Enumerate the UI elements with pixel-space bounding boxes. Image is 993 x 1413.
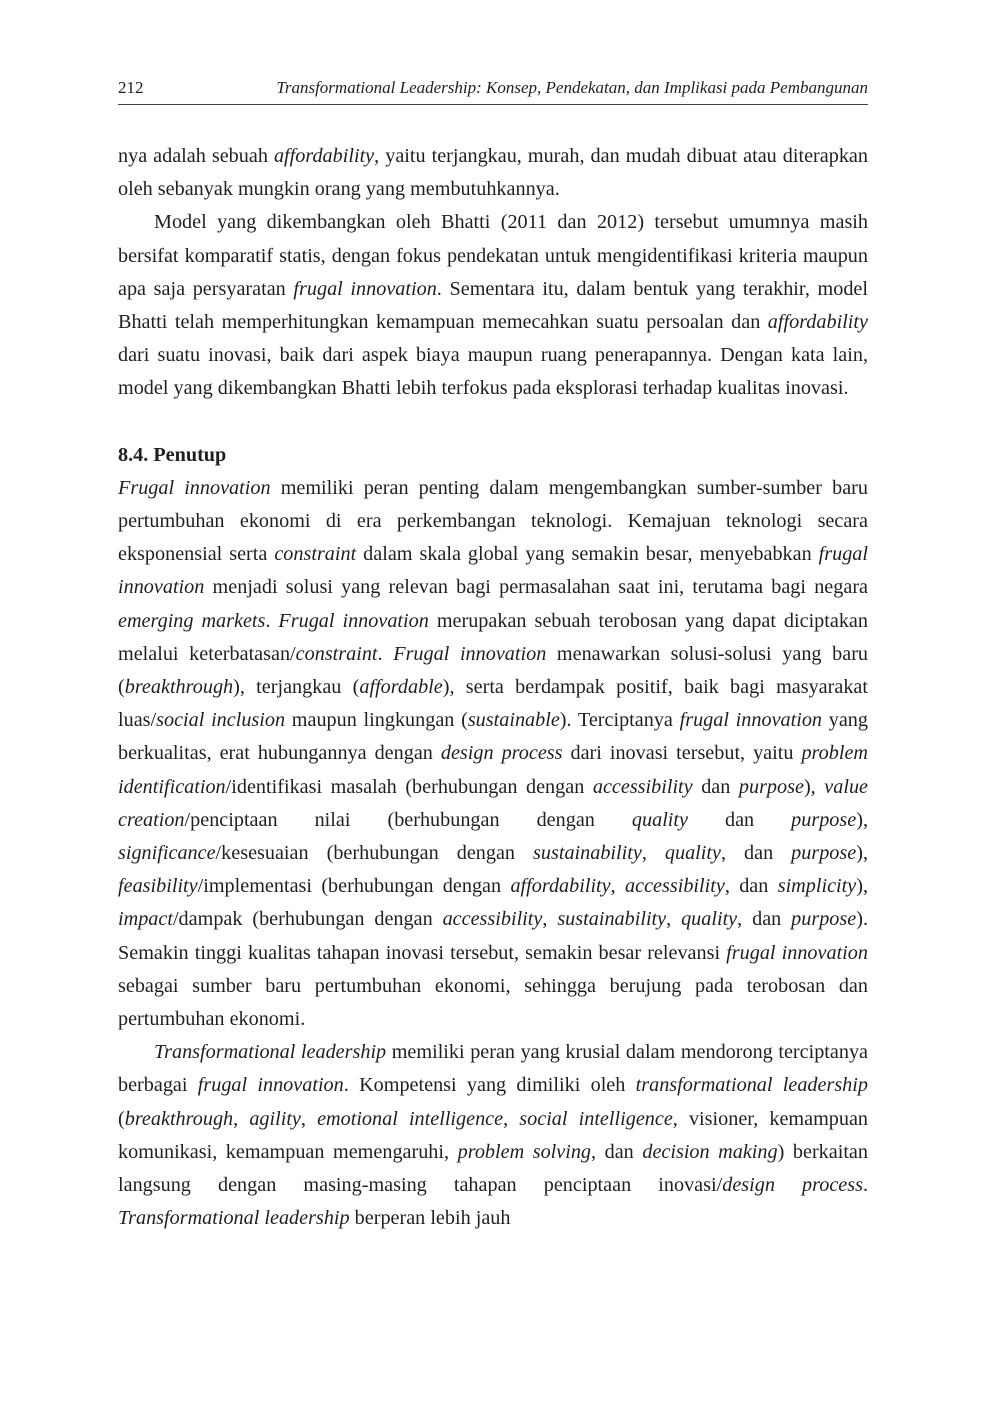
text-run: . Kompetensi yang dimiliki oleh xyxy=(343,1074,636,1097)
text-run: ). Terciptanya xyxy=(559,709,680,732)
text-run: , xyxy=(641,842,665,865)
text-run: menjadi solusi yang relevan bagi permasalahan saat ini, terutama bagi negara xyxy=(204,576,868,599)
page-header xyxy=(118,78,868,105)
page-number: 212 xyxy=(118,78,144,97)
italic-term: social intelligence xyxy=(519,1107,673,1130)
text-run: /implementasi (berhubungan dengan xyxy=(197,875,511,898)
italic-term: emerging markets xyxy=(118,609,266,632)
text-run: memiliki peran penting dalam mengembangkan sumber-sumber baru pertumbuhan ekonomi di era perkembangan teknologi. Kemajuan teknologi secara eksponensial serta xyxy=(118,476,868,566)
text-run: . xyxy=(862,1174,869,1197)
italic-term: transformational leadership xyxy=(635,1074,868,1097)
text-run: , xyxy=(503,1107,520,1130)
text-run: ), xyxy=(856,808,868,831)
text-run: dan xyxy=(687,808,792,831)
text-run: . xyxy=(265,609,279,632)
italic-term: breakthrough xyxy=(124,1107,234,1130)
text-run: . Sementara itu, dalam bentuk yang terakhir, model Bhatti telah memperhitungkan kemampuan memecahkan suatu persoalan dan xyxy=(118,277,868,334)
italic-term: affordability xyxy=(767,311,868,334)
paragraph xyxy=(118,472,868,1036)
italic-term: Frugal innovation xyxy=(278,609,429,632)
italic-term: quality xyxy=(681,908,738,931)
italic-term: affordability xyxy=(273,145,375,167)
text-run: , visioner, kemampuan komunikasi, kemampuan memengaruhi, xyxy=(118,1107,869,1163)
text-run: /identifikasi masalah (berhubungan dengan xyxy=(225,775,593,798)
text-run: , dan xyxy=(591,1140,643,1163)
italic-term: problem identification xyxy=(118,742,868,798)
text-run: sebagai sumber baru pertumbuhan ekonomi, sehingga berujung pada terobosan dan pertumbuhan ekonomi. xyxy=(118,974,868,1031)
italic-term: decision making xyxy=(642,1140,778,1163)
text-run: merupakan sebuah terobosan yang dapat diciptakan melalui keterbatasan/ xyxy=(118,609,868,665)
paragraph xyxy=(118,140,868,206)
running-title: Transformational Leadership: Konsep, Pendekatan, dan Implikasi pada Pembangunan xyxy=(276,78,868,97)
text-run: dalam skala global yang semakin besar, menyebabkan xyxy=(356,543,819,566)
text-run: /kesesuaian (berhubungan dengan xyxy=(215,842,534,865)
italic-term: social inclusion xyxy=(156,709,286,732)
italic-term: Transformational leadership xyxy=(118,1207,350,1230)
text-run: dari suatu inovasi, baik dari aspek biaya maupun ruang penerapannya. Dengan kata lain, model yang dikembangkan Bhatti lebih terfokus pada eksplorasi terhadap kualitas inovasi. xyxy=(118,344,868,400)
text-run: ), xyxy=(803,775,825,798)
italic-term: sustainability xyxy=(557,908,667,931)
text-run: ) berkaitan langsung dengan masing-masing tahapan penciptaan inovasi/ xyxy=(118,1140,868,1197)
italic-term: agility xyxy=(249,1107,301,1130)
text-run: Model yang dikembangkan oleh Bhatti (2011 dan 2012) tersebut umumnya masih bersifat komparatif statis, dengan fokus pendekatan untuk mengidentifikasi kriteria maupun apa saja persyaratan xyxy=(118,211,868,300)
page-body xyxy=(118,140,868,1236)
text-run: memiliki peran yang krusial dalam mendorong terciptanya berbagai xyxy=(118,1041,869,1097)
italic-term: design process xyxy=(440,742,563,765)
italic-term: problem solving xyxy=(457,1140,592,1163)
italic-term: affordable xyxy=(359,676,443,699)
text-run: nya adalah sebuah xyxy=(118,145,274,167)
italic-term: emotional intelligence xyxy=(317,1107,504,1130)
text-run: berperan lebih jauh xyxy=(349,1207,511,1230)
text-run: ), xyxy=(856,842,869,865)
italic-term: affordability xyxy=(510,875,611,898)
italic-term: frugal innovation xyxy=(197,1074,344,1097)
italic-term: simplicity xyxy=(777,875,857,898)
italic-term: sustainability xyxy=(533,842,642,865)
italic-term: frugal innovation xyxy=(293,277,437,300)
paragraph xyxy=(118,206,868,405)
text-run: , xyxy=(542,908,558,931)
text-run: ). Semakin tinggi kualitas tahapan inovasi tersebut, semakin besar relevansi xyxy=(118,908,868,964)
italic-term: frugal innovation xyxy=(679,709,823,732)
italic-term: constraint xyxy=(274,543,357,566)
italic-term: Transformational leadership xyxy=(154,1041,387,1064)
text-run: , yaitu terjangkau, murah, dan mudah dibuat atau diterapkan oleh sebanyak mungkin orang yang membutuhkannya. xyxy=(118,145,868,201)
paragraph xyxy=(118,1036,868,1235)
text-run: ), terjangkau ( xyxy=(233,676,360,699)
italic-term: design process xyxy=(722,1174,863,1197)
italic-term: value creation xyxy=(118,775,868,831)
text-run: dari inovasi tersebut, yaitu xyxy=(562,742,802,765)
italic-term: significance xyxy=(118,842,216,865)
text-run: , xyxy=(300,1107,318,1130)
text-run: , dan xyxy=(737,908,792,931)
italic-term: breakthrough xyxy=(124,676,234,699)
text-run: maupun lingkungan ( xyxy=(285,709,468,732)
italic-term: purpose xyxy=(791,842,857,865)
italic-term: accessibility xyxy=(625,875,725,898)
italic-term: Frugal innovation xyxy=(118,476,271,499)
italic-term: frugal innovation xyxy=(726,941,868,964)
text-run: ), xyxy=(856,875,868,898)
text-run: dan xyxy=(692,775,739,798)
text-run: /dampak (berhubungan dengan xyxy=(172,908,443,931)
italic-term: quality xyxy=(631,808,688,831)
italic-term: accessibility xyxy=(592,775,693,798)
text-run: , xyxy=(666,908,682,931)
text-run: yang berkualitas, erat hubungannya dengan xyxy=(118,709,868,765)
text-run: . xyxy=(377,642,394,665)
italic-term: feasibility xyxy=(118,875,198,898)
text-run: , xyxy=(233,1107,250,1130)
text-run: , dan xyxy=(720,842,792,865)
text-run: , dan xyxy=(724,875,778,898)
text-run: /penciptaan nilai (berhubungan dengan xyxy=(184,808,632,831)
italic-term: purpose xyxy=(791,908,857,931)
italic-term: Frugal innovation xyxy=(393,642,547,665)
italic-term: sustainable xyxy=(467,709,560,732)
section-heading: 8.4. Penutup xyxy=(118,443,227,466)
text-run: , xyxy=(610,875,626,898)
italic-term: constraint xyxy=(295,642,378,665)
italic-term: purpose xyxy=(738,775,804,798)
italic-term: quality xyxy=(664,842,721,865)
text-run: ), serta berdampak positif, baik bagi masyarakat luas/ xyxy=(118,676,868,732)
italic-term: purpose xyxy=(791,808,857,831)
text-run: menawarkan solusi-solusi yang baru ( xyxy=(118,642,869,699)
text-run: ( xyxy=(118,1107,125,1130)
italic-term: accessibility xyxy=(442,908,543,931)
italic-term: impact xyxy=(118,908,173,931)
italic-term: frugal innovation xyxy=(118,543,869,599)
